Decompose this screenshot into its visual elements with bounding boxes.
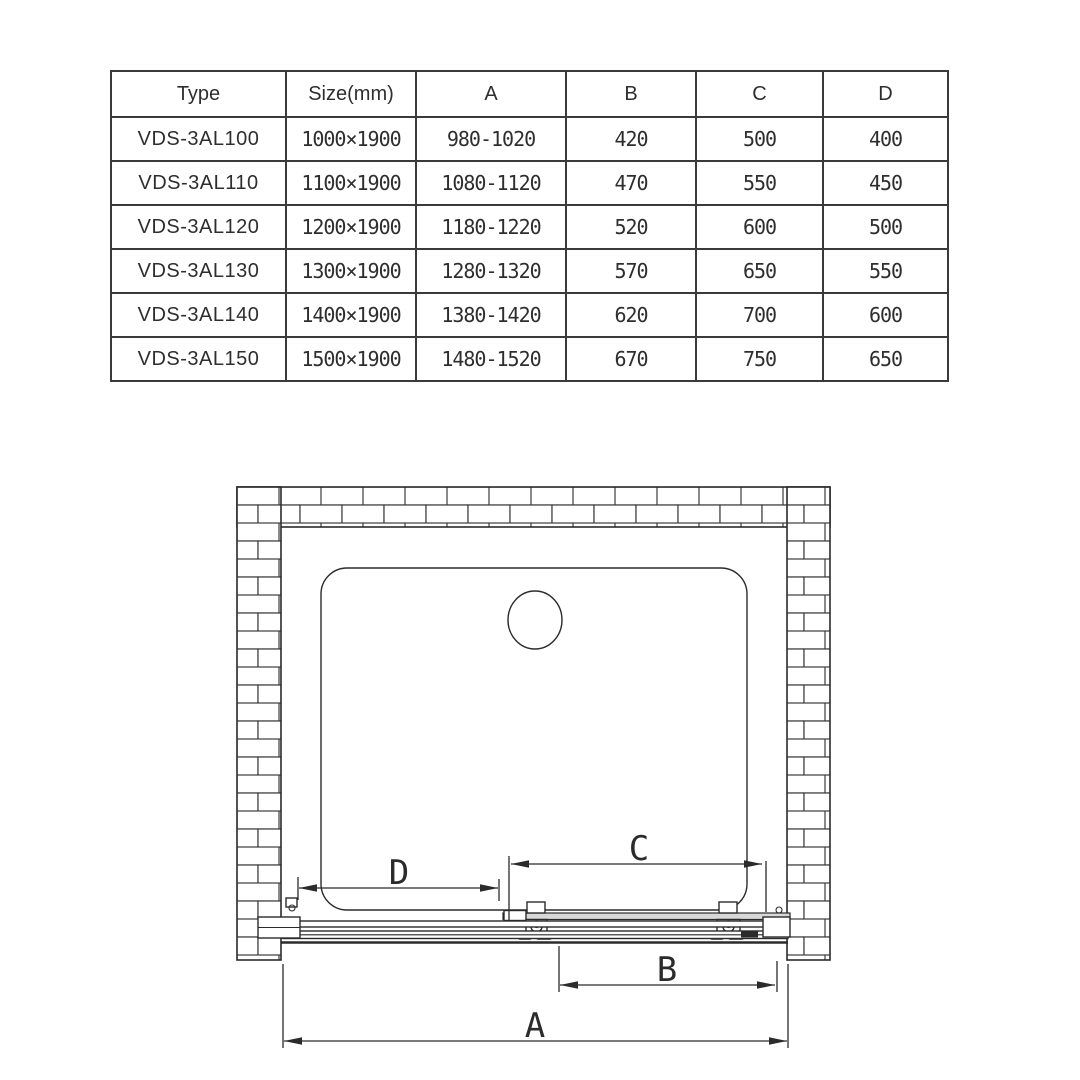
- installation-diagram: [0, 440, 1080, 1080]
- cell-type: VDS-3AL140: [111, 293, 286, 337]
- spec-table-container: [110, 70, 949, 382]
- wall-top: [237, 487, 830, 527]
- dim-label-c: C: [628, 829, 650, 869]
- table-row: [111, 205, 948, 249]
- screw-right: [776, 907, 782, 913]
- tray-outline: [321, 568, 747, 910]
- cell-c: 700: [696, 293, 823, 337]
- fixed-glass-panel: [283, 921, 770, 927]
- cell-d: 550: [823, 249, 948, 293]
- door-assembly: [258, 898, 790, 943]
- dimension-a: [283, 964, 788, 1048]
- table-row: [111, 249, 948, 293]
- cell-d: 450: [823, 161, 948, 205]
- table-row: [111, 161, 948, 205]
- brick-walls: [237, 487, 830, 960]
- cell-size: 1400×1900: [286, 293, 416, 337]
- dim-label-b: B: [656, 950, 678, 990]
- dimension-d: [298, 853, 499, 901]
- cell-size: 1100×1900: [286, 161, 416, 205]
- table-header-row: [111, 71, 948, 117]
- cell-d: 650: [823, 337, 948, 381]
- table-row: [111, 337, 948, 381]
- cell-a: 1480-1520: [416, 337, 566, 381]
- header-b: B: [566, 71, 696, 117]
- roller-bracket-top-left: [527, 902, 545, 913]
- cell-b: 470: [566, 161, 696, 205]
- dimension-b: [559, 946, 777, 992]
- cell-b: 520: [566, 205, 696, 249]
- sliding-glass-panel: [503, 913, 790, 920]
- cell-c: 600: [696, 205, 823, 249]
- cell-c: 750: [696, 337, 823, 381]
- cell-d: 400: [823, 117, 948, 161]
- shower-tray: [321, 568, 747, 910]
- cell-a: 980-1020: [416, 117, 566, 161]
- track-stopper: [741, 932, 758, 938]
- cell-d: 500: [823, 205, 948, 249]
- cell-b: 420: [566, 117, 696, 161]
- wall-left: [237, 487, 281, 960]
- header-d: D: [823, 71, 948, 117]
- dim-label-d: D: [388, 853, 410, 893]
- cell-type: VDS-3AL100: [111, 117, 286, 161]
- spec-table: [110, 70, 949, 382]
- cell-size: 1000×1900: [286, 117, 416, 161]
- cell-a: 1180-1220: [416, 205, 566, 249]
- cell-size: 1200×1900: [286, 205, 416, 249]
- table-row: [111, 293, 948, 337]
- drain-icon: [508, 591, 562, 649]
- cell-size: 1300×1900: [286, 249, 416, 293]
- table-row: [111, 117, 948, 161]
- cell-size: 1500×1900: [286, 337, 416, 381]
- cell-d: 600: [823, 293, 948, 337]
- cell-b: 570: [566, 249, 696, 293]
- header-a: A: [416, 71, 566, 117]
- header-size: Size(mm): [286, 71, 416, 117]
- cell-type: VDS-3AL120: [111, 205, 286, 249]
- cell-c: 550: [696, 161, 823, 205]
- wall-bracket-left: [286, 898, 297, 907]
- door-end-cap: [504, 911, 526, 921]
- cell-a: 1380-1420: [416, 293, 566, 337]
- cell-type: VDS-3AL150: [111, 337, 286, 381]
- cell-type: VDS-3AL110: [111, 161, 286, 205]
- cell-c: 650: [696, 249, 823, 293]
- header-type: Type: [111, 71, 286, 117]
- wall-clamp-right: [763, 917, 790, 937]
- wall-right: [787, 487, 830, 960]
- cell-type: VDS-3AL130: [111, 249, 286, 293]
- cell-a: 1280-1320: [416, 249, 566, 293]
- roller-bracket-top-right: [719, 902, 737, 913]
- cell-c: 500: [696, 117, 823, 161]
- cell-b: 620: [566, 293, 696, 337]
- dim-label-a: A: [524, 1006, 546, 1046]
- header-c: C: [696, 71, 823, 117]
- cell-b: 670: [566, 337, 696, 381]
- cell-a: 1080-1120: [416, 161, 566, 205]
